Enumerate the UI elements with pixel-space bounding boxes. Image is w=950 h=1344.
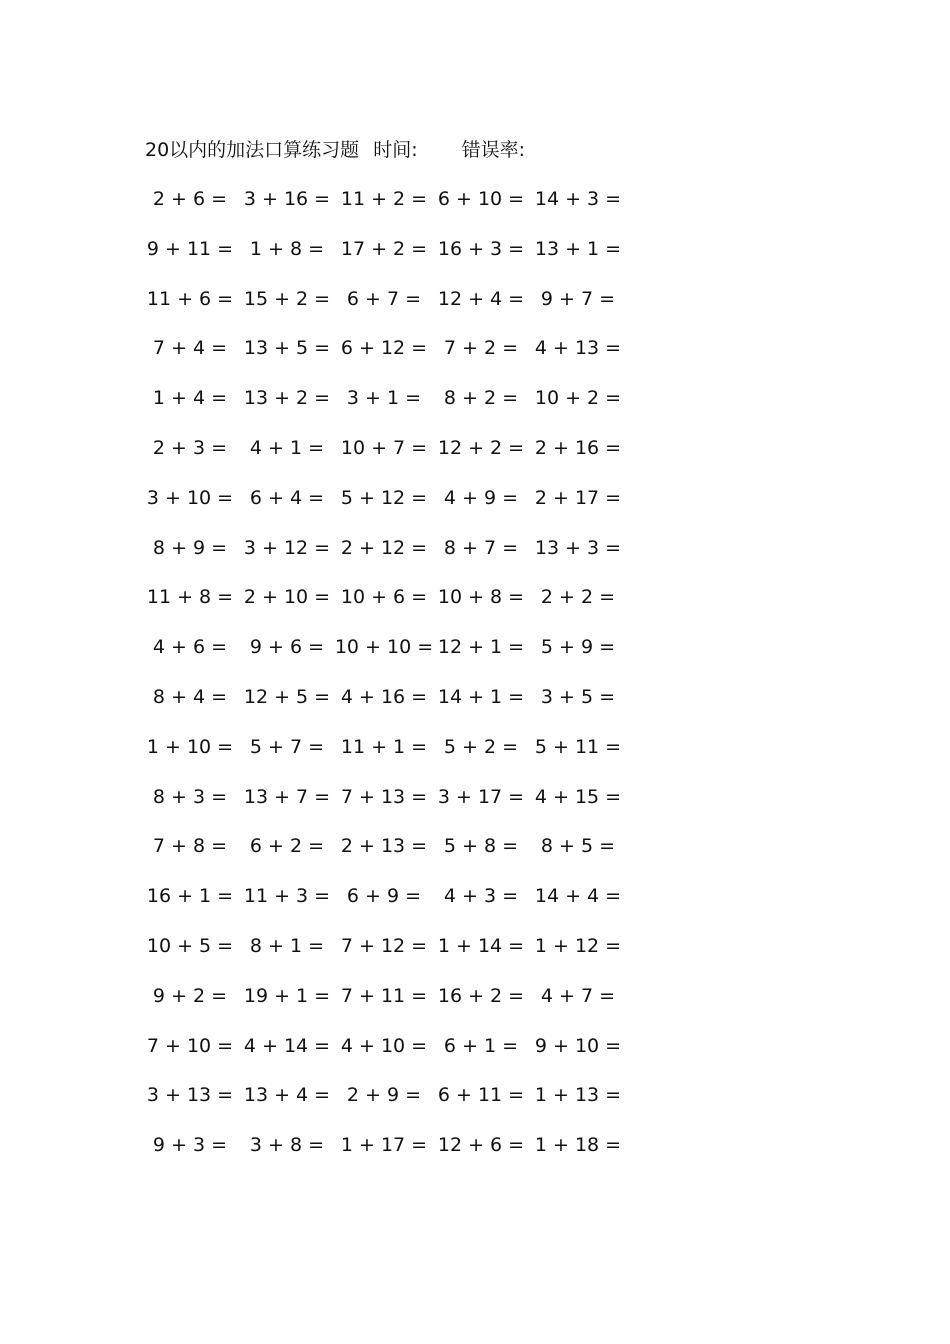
problem-item: 1 + 17 =: [340, 1134, 428, 1157]
problem-item: 9 + 11 =: [146, 237, 234, 260]
problem-item: 2 + 17 =: [534, 486, 622, 509]
problem-item: 10 + 5 =: [146, 934, 234, 957]
problem-item: 4 + 16 =: [340, 685, 428, 708]
problem-item: 9 + 3 =: [152, 1134, 228, 1157]
problem-grid: [140, 184, 620, 1180]
problem-item: 13 + 4 =: [243, 1084, 331, 1107]
problem-item: 13 + 3 =: [534, 536, 622, 559]
problem-item: 16 + 3 =: [437, 237, 525, 260]
problem-item: 19 + 1 =: [243, 984, 331, 1007]
problem-item: 10 + 7 =: [340, 436, 428, 459]
problem-item: 7 + 13 =: [340, 785, 428, 808]
problem-row: [140, 582, 620, 632]
problem-row: [140, 782, 620, 832]
problem-row: [140, 732, 620, 782]
problem-item: 3 + 17 =: [437, 785, 525, 808]
problem-item: 4 + 13 =: [534, 337, 622, 360]
problem-item: 7 + 12 =: [340, 934, 428, 957]
problem-item: 11 + 8 =: [146, 586, 234, 609]
problem-item: 6 + 12 =: [340, 337, 428, 360]
problem-item: 15 + 2 =: [243, 287, 331, 310]
problem-item: 12 + 6 =: [437, 1134, 525, 1157]
problem-row: [140, 831, 620, 881]
problem-row: [140, 284, 620, 334]
problem-item: 6 + 11 =: [437, 1084, 525, 1107]
problem-item: 3 + 10 =: [146, 486, 234, 509]
problem-item: 10 + 6 =: [340, 586, 428, 609]
problem-item: 6 + 9 =: [346, 885, 422, 908]
problem-row: [140, 881, 620, 931]
problem-row: [140, 1080, 620, 1130]
problem-item: 4 + 1 =: [249, 436, 325, 459]
problem-item: 6 + 4 =: [249, 486, 325, 509]
problem-item: 1 + 10 =: [146, 735, 234, 758]
problem-item: 2 + 10 =: [243, 586, 331, 609]
problem-item: 12 + 4 =: [437, 287, 525, 310]
problem-item: 3 + 12 =: [243, 536, 331, 559]
problem-item: 16 + 2 =: [437, 984, 525, 1007]
problem-item: 8 + 5 =: [540, 835, 616, 858]
problem-item: 4 + 7 =: [540, 984, 616, 1007]
problem-item: 12 + 2 =: [437, 436, 525, 459]
problem-item: 4 + 14 =: [243, 1034, 331, 1057]
problem-item: 7 + 4 =: [152, 337, 228, 360]
problem-item: 2 + 9 =: [346, 1084, 422, 1107]
problem-row: [140, 184, 620, 234]
problem-item: 14 + 1 =: [437, 685, 525, 708]
problem-item: 11 + 6 =: [146, 287, 234, 310]
problem-item: 5 + 8 =: [443, 835, 519, 858]
problem-item: 7 + 8 =: [152, 835, 228, 858]
problem-row: [140, 483, 620, 533]
problem-item: 10 + 2 =: [534, 387, 622, 410]
problem-item: 5 + 11 =: [534, 735, 622, 758]
problem-item: 8 + 3 =: [152, 785, 228, 808]
problem-item: 2 + 2 =: [540, 586, 616, 609]
problem-row: [140, 234, 620, 284]
problem-item: 4 + 6 =: [152, 636, 228, 659]
problem-item: 8 + 4 =: [152, 685, 228, 708]
problem-item: 2 + 13 =: [340, 835, 428, 858]
worksheet-title: 20以内的加法口算练习题: [145, 139, 360, 161]
problem-item: 5 + 7 =: [249, 735, 325, 758]
problem-item: 3 + 8 =: [249, 1134, 325, 1157]
problem-row: [140, 931, 620, 981]
problem-item: 14 + 4 =: [534, 885, 622, 908]
problem-item: 7 + 10 =: [146, 1034, 234, 1057]
problem-item: 2 + 16 =: [534, 436, 622, 459]
problem-row: [140, 333, 620, 383]
problem-item: 9 + 7 =: [540, 287, 616, 310]
problem-item: 16 + 1 =: [146, 885, 234, 908]
problem-item: 12 + 5 =: [243, 685, 331, 708]
problem-row: [140, 383, 620, 433]
problem-item: 1 + 13 =: [534, 1084, 622, 1107]
problem-item: 9 + 6 =: [249, 636, 325, 659]
problem-item: 1 + 4 =: [152, 387, 228, 410]
problem-item: 4 + 10 =: [340, 1034, 428, 1057]
problem-item: 1 + 8 =: [249, 237, 325, 260]
problem-item: 6 + 1 =: [443, 1034, 519, 1057]
problem-item: 1 + 18 =: [534, 1134, 622, 1157]
problem-item: 6 + 2 =: [249, 835, 325, 858]
problem-item: 14 + 3 =: [534, 188, 622, 210]
problem-item: 13 + 1 =: [534, 237, 622, 260]
problem-item: 9 + 2 =: [152, 984, 228, 1007]
problem-item: 8 + 7 =: [443, 536, 519, 559]
problem-item: 1 + 12 =: [534, 934, 622, 957]
problem-item: 11 + 2 =: [340, 188, 428, 210]
problem-row: [140, 533, 620, 583]
problem-row: [140, 433, 620, 483]
problem-item: 13 + 7 =: [243, 785, 331, 808]
problem-item: 6 + 7 =: [346, 287, 422, 310]
problem-item: 5 + 9 =: [540, 636, 616, 659]
problem-item: 10 + 8 =: [437, 586, 525, 609]
problem-row: [140, 981, 620, 1031]
problem-item: 3 + 13 =: [146, 1084, 234, 1107]
problem-item: 6 + 10 =: [437, 188, 525, 210]
time-label: 时间:: [373, 139, 418, 161]
problem-row: [140, 682, 620, 732]
problem-item: 17 + 2 =: [340, 237, 428, 260]
problem-item: 11 + 3 =: [243, 885, 331, 908]
worksheet-header: [145, 136, 525, 164]
problem-item: 7 + 2 =: [443, 337, 519, 360]
problem-item: 4 + 3 =: [443, 885, 519, 908]
problem-item: 11 + 1 =: [340, 735, 428, 758]
problem-row: [140, 1130, 620, 1180]
problem-item: 3 + 16 =: [243, 188, 331, 210]
problem-item: 8 + 2 =: [443, 387, 519, 410]
problem-row: [140, 1031, 620, 1081]
problem-item: 7 + 11 =: [340, 984, 428, 1007]
problem-item: 4 + 9 =: [443, 486, 519, 509]
problem-item: 2 + 3 =: [152, 436, 228, 459]
problem-item: 2 + 6 =: [152, 188, 228, 210]
problem-item: 10 + 10 =: [334, 636, 434, 659]
problem-row: [140, 632, 620, 682]
problem-item: 3 + 1 =: [346, 387, 422, 410]
problem-item: 8 + 1 =: [249, 934, 325, 957]
problem-item: 9 + 10 =: [534, 1034, 622, 1057]
problem-item: 13 + 2 =: [243, 387, 331, 410]
problem-item: 3 + 5 =: [540, 685, 616, 708]
problem-item: 2 + 12 =: [340, 536, 428, 559]
problem-item: 12 + 1 =: [437, 636, 525, 659]
problem-item: 5 + 2 =: [443, 735, 519, 758]
problem-item: 1 + 14 =: [437, 934, 525, 957]
problem-item: 13 + 5 =: [243, 337, 331, 360]
error-rate-label: 错误率:: [461, 139, 525, 161]
problem-item: 4 + 15 =: [534, 785, 622, 808]
problem-item: 5 + 12 =: [340, 486, 428, 509]
problem-item: 8 + 9 =: [152, 536, 228, 559]
